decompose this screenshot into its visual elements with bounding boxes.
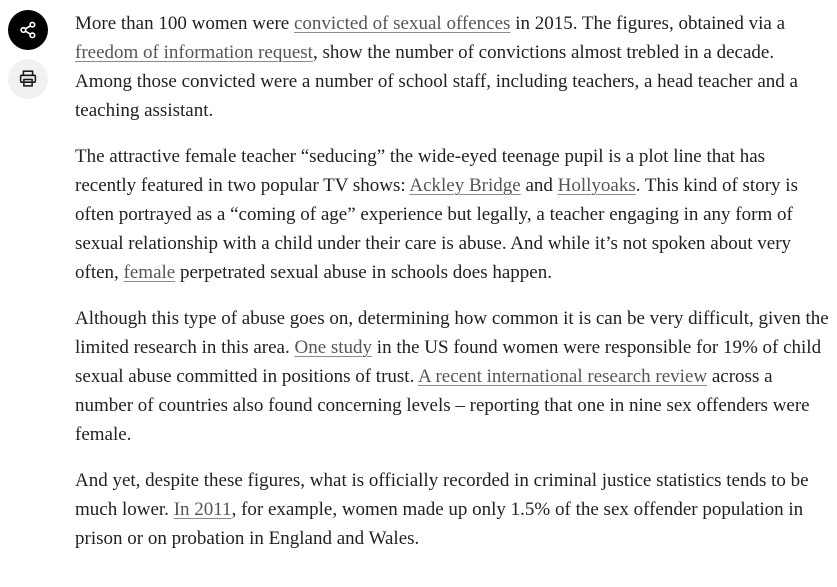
printer-icon: [17, 68, 39, 90]
text-segment: in the US found women were responsible for 19% of child sexual abuse committed in positions of trust.: [75, 337, 822, 387]
text-segment: , show the number of convictions almost trebled in a decade. Among those convicted were a number of school staff, including teachers, a head teacher and a teaching assistant.: [75, 42, 798, 121]
text-segment: , for example, women made up only 1.5% of the sex offender population in prison or on probation in England and Wales.: [75, 499, 804, 549]
print-button[interactable]: [8, 59, 48, 99]
text-segment: perpetrated sexual abuse in schools does happen.: [175, 262, 552, 283]
action-rail: [8, 10, 48, 99]
text-segment: More than 100 women were: [75, 13, 294, 34]
text-segment: And yet, despite these figures, what is officially recorded in criminal justice statistics tends to be much lower.: [75, 470, 809, 520]
article-body: [75, 9, 830, 570]
inline-link[interactable]: A recent international research review: [418, 366, 708, 387]
inline-link[interactable]: In 2011: [173, 499, 232, 520]
text-segment: The attractive female teacher “seducing” the wide-eyed teenage pupil is a plot line that has recently featured in two popular TV shows:: [75, 146, 766, 196]
article-paragraph: [75, 466, 830, 553]
inline-link[interactable]: One study: [294, 337, 373, 358]
article-paragraph: [75, 304, 830, 449]
inline-link[interactable]: freedom of information request: [75, 42, 313, 63]
text-segment: in 2015. The figures, obtained via a: [510, 13, 786, 34]
text-segment: across a number of countries also found concerning levels – reporting that one in nine sex offenders were female.: [75, 366, 810, 445]
text-segment: . This kind of story is often portrayed as a “coming of age” experience but legally, a teacher engaging in any form of sexual relationship with a child under their care is abuse. And while it’s not spoken about very often,: [75, 175, 798, 283]
text-segment: Although this type of abuse goes on, determining how common it is can be very difficult, given the limited research in this area.: [75, 308, 829, 358]
text-segment: and: [520, 175, 558, 196]
article-paragraph: [75, 142, 830, 287]
share-button[interactable]: [8, 10, 48, 50]
article-paragraph: [75, 9, 830, 125]
share-nodes-icon: [17, 19, 39, 41]
inline-link[interactable]: Hollyoaks: [557, 175, 636, 196]
inline-link[interactable]: convicted of sexual offences: [293, 13, 511, 34]
inline-link[interactable]: Ackley Bridge: [409, 175, 521, 196]
inline-link[interactable]: female: [123, 262, 176, 283]
